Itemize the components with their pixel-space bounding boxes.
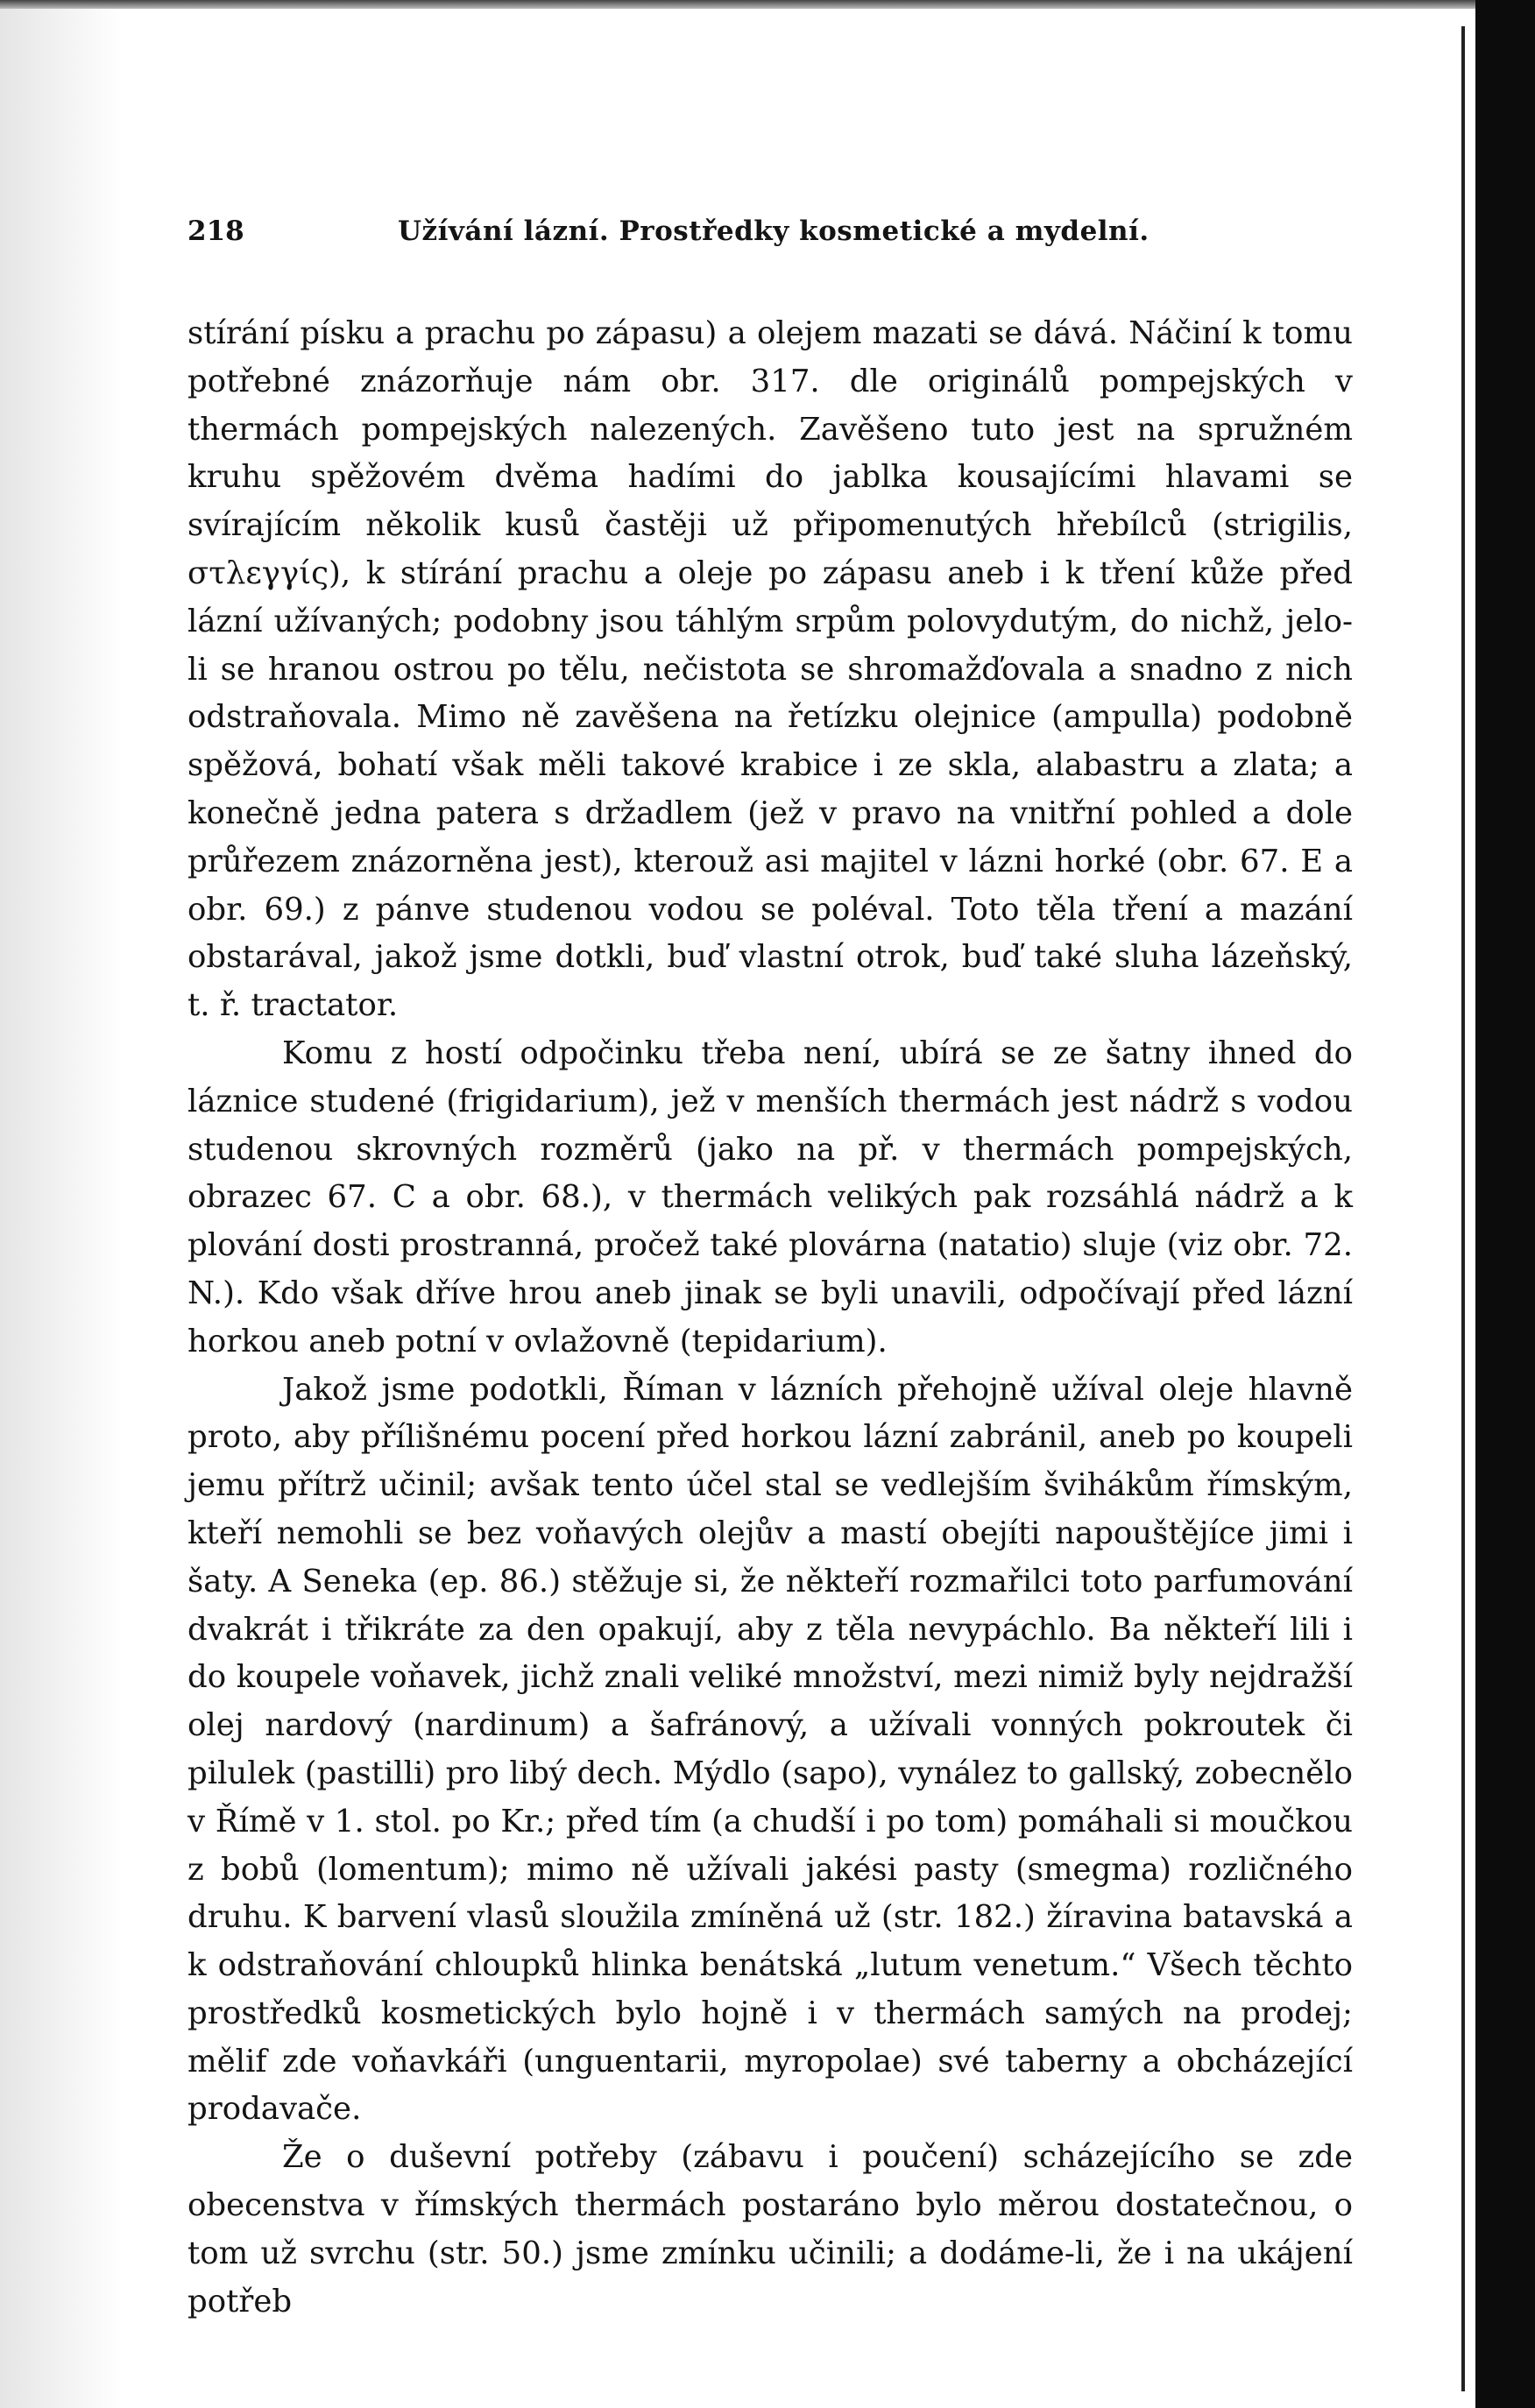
paragraph-intellectual-needs: Že o duševní potřeby (zábavu i poučení) scházejícího se zde obecenstva v římských thermách postaráno bylo měrou dostatečnou, o tom už svrchu (str. 50.) jsme zmínku učinili; a dodáme-li, že i na ukájení potřeb: [187, 2139, 1353, 2320]
running-title: Užívání lázní. Prostředky kosmetické a mydelní.: [398, 215, 1149, 247]
paragraph-continued: stírání písku a prachu po zápasu) a olejem mazati se dává. Náčiní k tomu potřebné znázorňuje nám obr. 317. dle originálů pompejských v thermách pompejských nalezených. Zavěšeno tuto jest na spružném kruhu spěžovém dvěma hadími do jablka kousajícími hlavami se svírajícím několik kusů častěji už připomenutých hřebílců (strigilis, στλεγγίς), k stírání prachu a oleje po zápasu aneb i k tření kůže před lázní užívaných; podobny jsou táhlým srpům polovydutým, do nichž, jelo-li se hranou ostrou po tělu, nečistota se shromažďovala a snadno z nich odstraňovala. Mimo ně zavěšena na řetízku olejnice (ampulla) podobně spěžová, bohatí však měli takové krabice i ze skla, alabastru a zlata; a konečně jedna patera s držadlem (jež v pravo na vnitřní pohled a dole průřezem znázorněna jest), kterouž asi majitel v lázni horké (obr. 67. E a obr. 69.) z pánve studenou vodou se poléval. Toto těla tření a mazání obstarával, jakož jsme dotkli, buď vlastní otrok, buď také sluha lázeňský, t. ř. tractator.: [187, 315, 1353, 1024]
scan-top-edge: [0, 0, 1475, 9]
body-text: [187, 310, 1353, 2326]
scan-binding-rule: [1461, 26, 1465, 2391]
book-page: [187, 215, 1353, 2326]
scan-left-shadow: [0, 0, 123, 2408]
scan-right-edge: [1475, 0, 1535, 2408]
page-number: 218: [187, 215, 244, 247]
paragraph-oils-cosmetics: Jakož jsme podotkli, Říman v lázních přehojně užíval oleje hlavně proto, aby přílišnému pocení před horkou lázní zabránil, aneb po koupeli jemu přítrž učinil; avšak tento účel stal se vedlejším švihákům římským, kteří nemohli se bez voňavých olejův a mastí obejíti napouštějíce jimi i šaty. A Seneka (ep. 86.) stěžuje si, že někteří rozmařilci toto parfumování dvakrát i třikráte za den opakují, aby z těla nevypáchlo. Ba někteří lili i do koupele voňavek, jichž znali veliké množství, mezi nimiž byly nejdražší olej nardový (nardinum) a šafránový, a užívali vonných pokroutek či pilulek (pastilli) pro libý dech. Mýdlo (sapo), vynález to gallský, zobecnělo v Římě v 1. stol. po Kr.; před tím (a chudší i po tom) pomáhali si moučkou z bobů (lomentum); mimo ně užívali jakési pasty (smegma) rozličného druhu. K barvení vlasů sloužila zmíněná už (str. 182.) žíravina batavská a k odstraňování chloupků hlinka benátská „lutum venetum.“ Všech těchto prostředků kosmetických bylo hojně i v thermách samých na prodej; mělif zde voňavkáři (unguentarii, myropolae) své taberny a obcházející prodavače.: [187, 1371, 1353, 2128]
paragraph-frigidarium: Komu z hostí odpočinku třeba není, ubírá se ze šatny ihned do láznice studené (frigidarium), jež v menších thermách jest nádrž s vodou studenou skrovných rozměrů (jako na př. v thermách pompejských, obrazec 67. C a obr. 68.), v thermách velikých pak rozsáhlá nádrž a k plování dosti prostranná, pročež také plovárna (natatio) sluje (viz obr. 72. N.). Kdo však dříve hrou aneb jinak se byli unavili, odpočívají před lázní horkou aneb potní v ovlažovně (tepidarium).: [187, 1035, 1353, 1359]
running-header: [187, 215, 1353, 265]
